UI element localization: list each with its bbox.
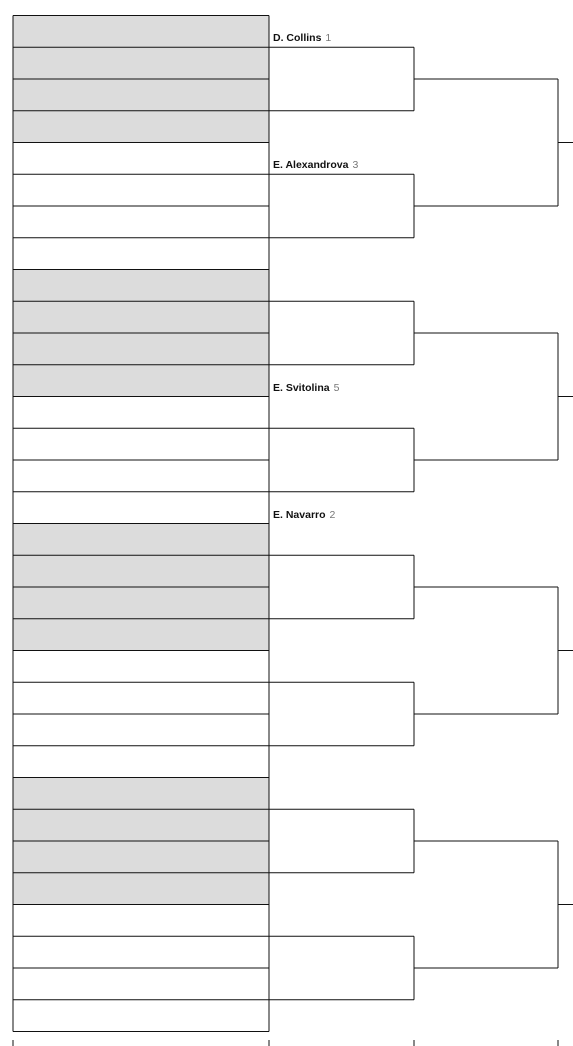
second-round-winner: [273, 382, 339, 394]
winner-seed: 3: [352, 159, 359, 172]
winner-name: E. Navarro: [273, 508, 326, 521]
winner-name: D. Collins: [273, 32, 322, 45]
second-round-winner: [273, 159, 358, 171]
second-round-winner: [273, 32, 331, 44]
second-round-winner: [273, 509, 335, 521]
winner-name: E. Alexandrova: [273, 159, 349, 172]
winner-name: E. Svitolina: [273, 381, 330, 394]
winner-seed: 2: [329, 508, 336, 521]
winner-seed: 5: [333, 381, 340, 394]
winner-seed: 1: [325, 32, 332, 45]
